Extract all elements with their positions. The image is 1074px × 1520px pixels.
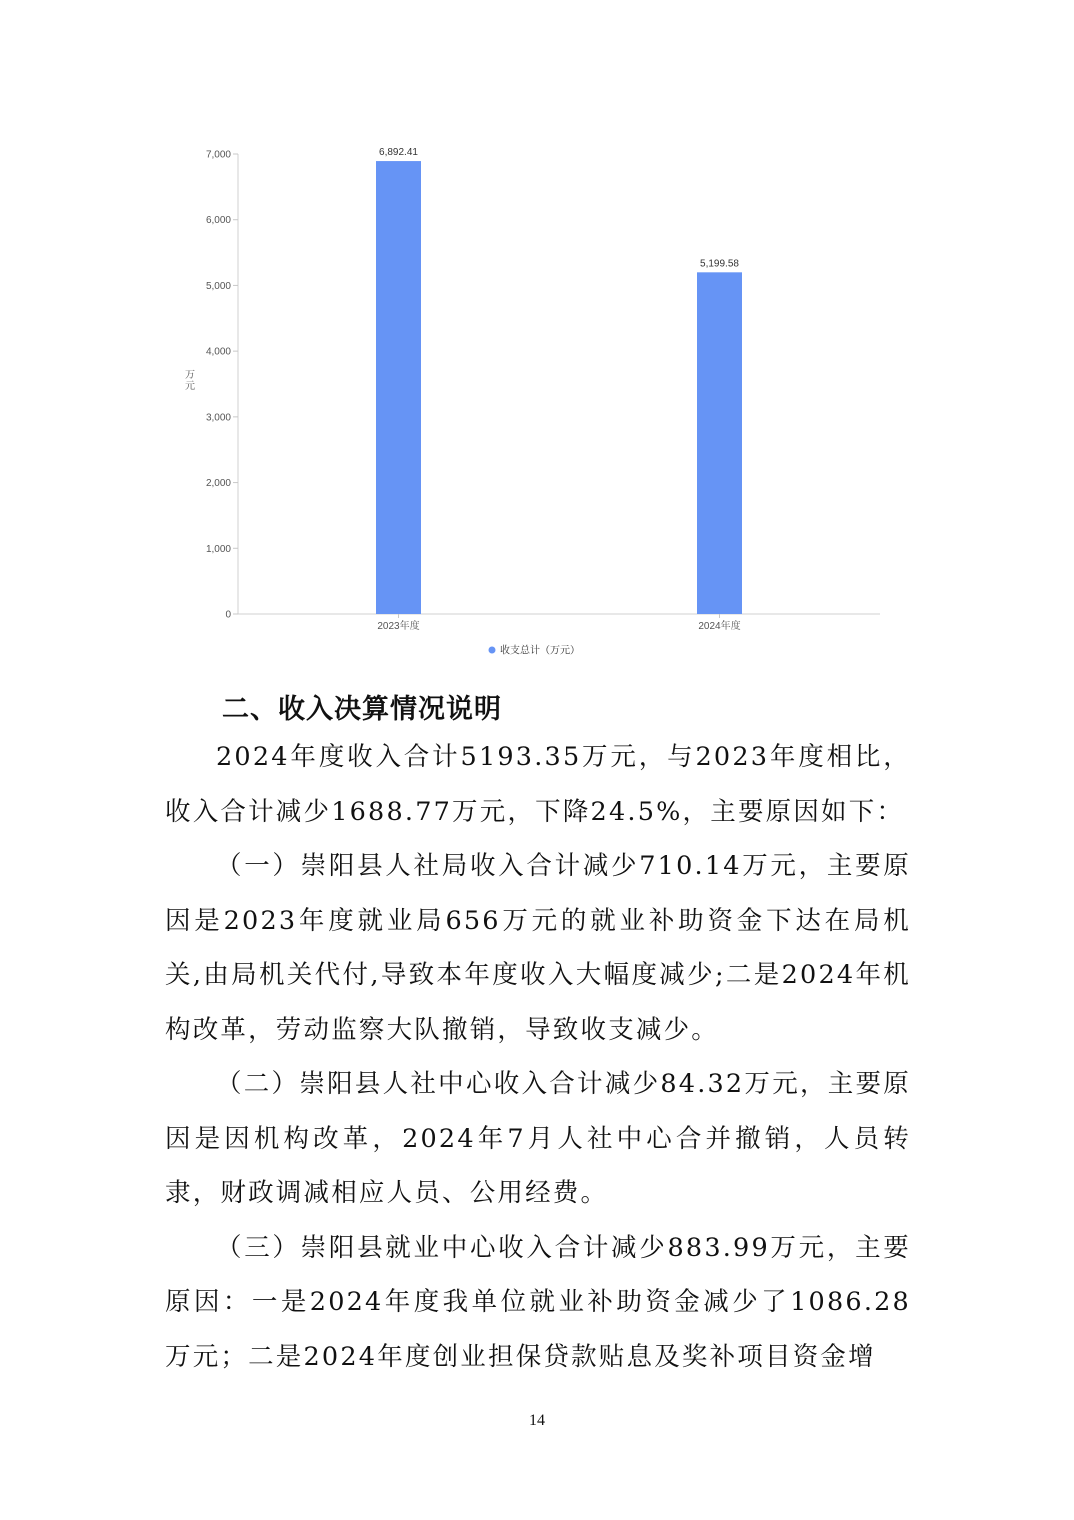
y-axis-label: 万元	[185, 370, 195, 392]
bar-value-label: 5,199.58	[700, 258, 739, 270]
income-expenditure-bar-chart	[0, 0, 1074, 680]
legend-marker	[489, 647, 496, 654]
y-tick-label: 7,000	[205, 149, 231, 161]
y-tick-label: 2,000	[205, 478, 231, 490]
paragraph-item-1: （一）崇阳县人社局收入合计减少710.14万元，主要原因是2023年度就业局656万元的就业补助资金下达在局机关,由局机关代付,导致本年度收入大幅度减少;二是2024年机构改革，劳动监察大队撤销，导致收支减少。	[165, 851, 911, 1045]
x-tick-label: 2024年度	[698, 621, 741, 632]
y-tick-label: 5,000	[205, 280, 231, 292]
legend-label: 收支总计（万元）	[500, 645, 580, 657]
y-tick-label: 4,000	[205, 346, 231, 358]
y-tick-label: 6,000	[205, 215, 231, 227]
section-body	[165, 730, 911, 1384]
y-tick-label: 1,000	[205, 543, 231, 555]
bar-value-label: 6,892.41	[379, 147, 418, 159]
paragraph-item-3: （三）崇阳县就业中心收入合计减少883.99万元，主要原因：一是2024年度我单位就业补助资金减少了1086.28万元；二是2024年度创业担保贷款贴息及奖补项目资金增	[165, 1232, 911, 1372]
section-heading: 二、收入决算情况说明	[222, 694, 502, 725]
y-tick-label: 0	[225, 609, 231, 621]
bar-2	[697, 272, 742, 614]
paragraph-item-2: （二）崇阳县人社中心收入合计减少84.32万元，主要原因是因机构改革，2024年7月人社中心合并撤销，人员转隶，财政调减相应人员、公用经费。	[165, 1069, 911, 1208]
y-tick-label: 3,000	[205, 412, 231, 424]
x-tick-label: 2023年度	[377, 621, 420, 632]
page-number: 14	[529, 1412, 545, 1429]
paragraph-summary: 2024年度收入合计5193.35万元，与2023年度相比，收入合计减少1688.77万元，下降24.5%，主要原因如下：	[165, 742, 911, 827]
bar-1	[376, 161, 421, 614]
